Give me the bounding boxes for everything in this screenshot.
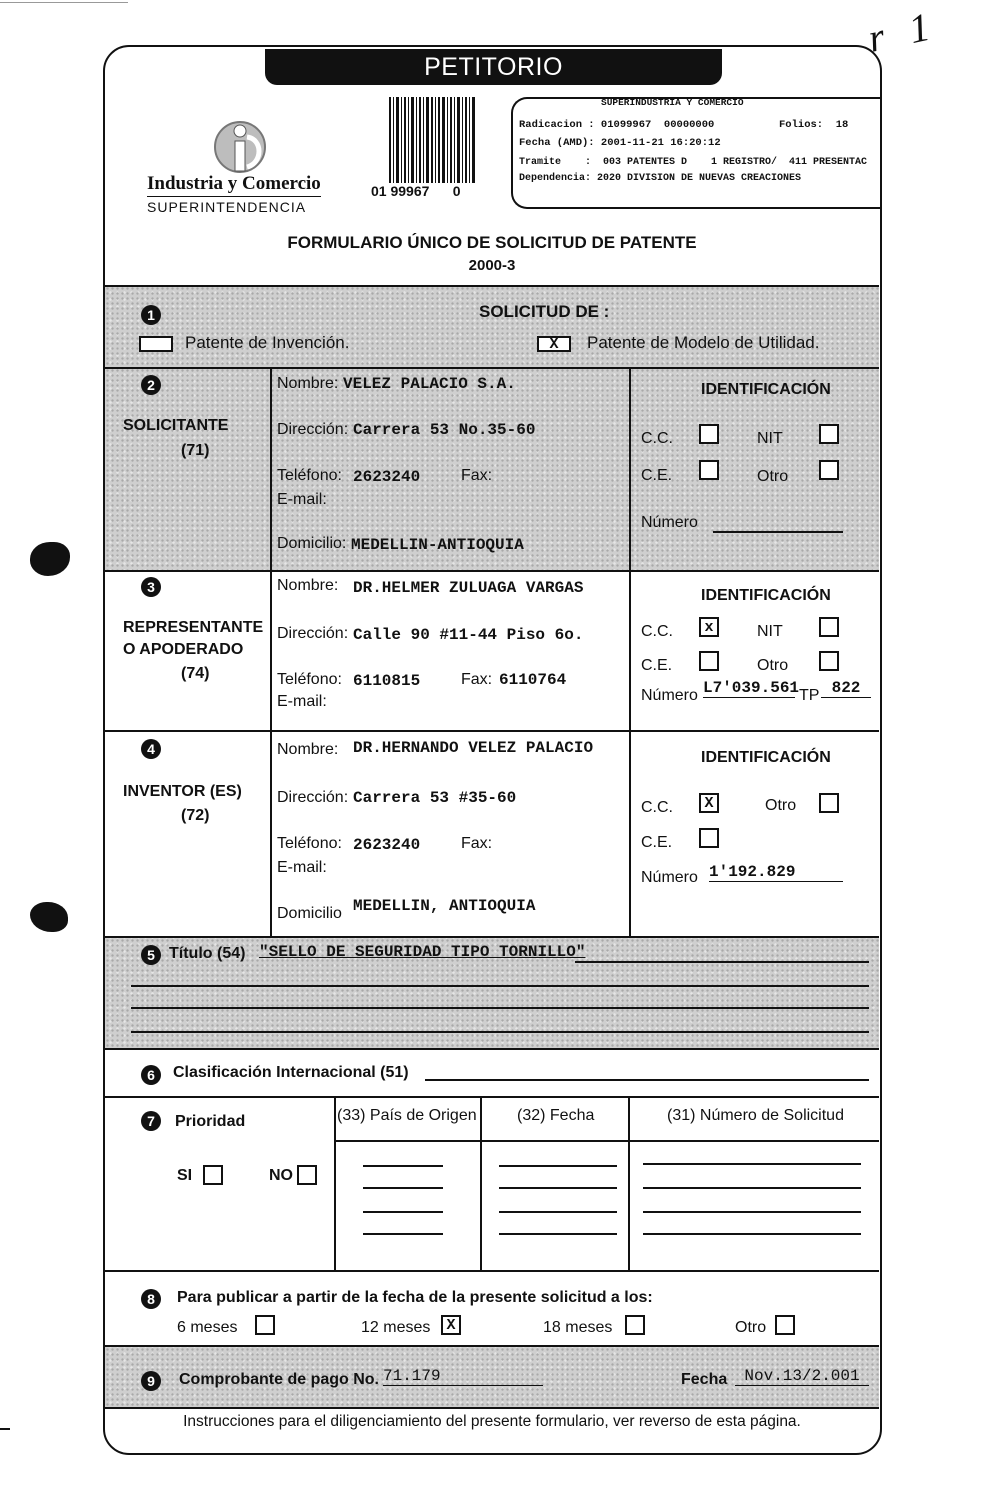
fecha-line[interactable] [499,1165,617,1167]
representante-code: (74) [181,665,210,682]
numero-line[interactable] [643,1187,861,1189]
numero-line[interactable] [643,1163,861,1165]
inventor-nombre[interactable]: DR.HERNANDO VELEZ PALACIO [353,739,594,757]
divider [105,1096,879,1098]
clasificacion-label: Clasificación Internacional (51) [173,1064,409,1081]
titulo-line[interactable] [131,1031,869,1033]
solicitante-code: (71) [181,442,210,459]
checkbox-cc[interactable]: X [699,793,719,813]
no-label: NO [269,1167,293,1184]
checkbox-otro[interactable] [819,460,839,480]
apoderado-title: O APODERADO [123,641,244,658]
checkbox-modelo-utilidad[interactable]: X [537,336,571,352]
telefono-label: Teléfono: [277,671,342,688]
ce-label: C.E. [641,467,673,484]
section-5-number: 5 [141,945,161,965]
solicitante-domicilio[interactable]: MEDELLIN-ANTIOQUIA [351,536,524,554]
email-label: E-mail: [277,859,327,876]
direccion-label: Dirección: [277,625,349,642]
divider [334,1140,879,1142]
numero-label: Número [641,514,698,531]
divider [334,1096,336,1270]
cc-label: C.C. [641,799,673,816]
petitorio-banner [265,49,722,85]
section-1-number: 1 [141,305,161,325]
tp-label: TP [799,687,820,704]
pago-fecha[interactable]: Nov.13/2.001 [735,1367,869,1386]
email-label: E-mail: [277,693,327,710]
nombre-label: Nombre: [277,375,339,392]
ce-label: C.E. [641,834,673,851]
label-modelo-utilidad: Patente de Modelo de Utilidad. [587,333,820,352]
comprobante-numero[interactable]: 71.179 [383,1367,543,1386]
form-code: 2000-3 [468,257,516,274]
divider [270,367,272,570]
inventor-direccion[interactable]: Carrera 53 #35-60 [353,789,517,807]
nombre-label: Nombre: [277,577,339,594]
numero-line[interactable] [643,1233,861,1235]
divider [629,570,631,731]
stamp-folios: Folios: 18 [779,119,849,131]
domicilio-label: Domicilio [277,905,342,922]
telefono-label: Teléfono: [277,835,342,852]
section-7-number: 7 [141,1111,161,1131]
barcode [389,97,475,183]
fax-label: Fax: [461,835,493,852]
titulo-value[interactable]: "SELLO DE SEGURIDAD TIPO TORNILLO" [259,943,586,961]
publicar-label: Para publicar a partir de la fecha de la presente solicitud a los: [177,1289,653,1306]
checkbox-otro[interactable] [819,651,839,671]
fecha-line[interactable] [499,1187,617,1189]
numero-blank[interactable] [713,531,843,533]
ce-label: C.E. [641,657,673,674]
inventor-telefono[interactable]: 2623240 [353,836,421,854]
apoderado-tp[interactable]: 822 [821,679,871,698]
apoderado-fax[interactable]: 6110764 [499,671,567,689]
divider [105,936,879,938]
checkbox-18-meses[interactable] [625,1315,645,1335]
prioridad-label: Prioridad [175,1113,246,1130]
scan-margin-line [0,2,128,3]
stamp-line-3: Tramite : 003 PATENTES D 1 REGISTRO/ 411 PRESENTAC [519,157,868,168]
pais-line[interactable] [363,1187,443,1189]
inventor-code: (72) [181,807,210,824]
form-frame [103,45,882,1455]
otro-label: Otro [765,797,797,814]
handwritten-mark: r 1 [864,2,942,61]
solicitante-direccion[interactable]: Carrera 53 No.35-60 [353,421,536,439]
divider [105,730,879,732]
id-title: IDENTIFICACIÓN [701,749,831,766]
punch-hole-mark [30,542,70,576]
checkbox-no[interactable] [297,1165,317,1185]
titulo-line [575,961,869,963]
numero-solicitud-header: (31) Número de Solicitud [667,1107,844,1124]
checkbox-ce[interactable] [699,828,719,848]
pais-line[interactable] [363,1233,443,1235]
fecha-line[interactable] [499,1211,617,1213]
direccion-label: Dirección: [277,421,349,438]
apoderado-nombre[interactable]: DR.HELMER ZULUAGA VARGAS [353,579,584,597]
sic-logo-icon [213,119,267,175]
solicitud-title: SOLICITUD DE : [479,302,610,321]
clasificacion-line[interactable] [425,1079,869,1081]
logo-name: Industria y Comercio [147,173,321,197]
inventor-title: INVENTOR (ES) [123,783,242,800]
section-4-number: 4 [141,739,161,759]
otro-label: Otro [757,657,789,674]
checkbox-12-meses[interactable]: X [441,1315,461,1335]
logo-subtitle: SUPERINTENDENCIA [147,199,307,215]
18-meses-label: 18 meses [543,1319,613,1336]
numero-line[interactable] [643,1211,861,1213]
pais-line[interactable] [363,1211,443,1213]
radicacion-stamp [511,97,882,209]
cc-label: C.C. [641,430,673,447]
section-8-number: 8 [141,1289,161,1309]
otro-label: Otro [757,468,789,485]
section-3-number: 3 [141,577,161,597]
nombre-label: Nombre: [277,741,339,758]
6-meses-label: 6 meses [177,1319,238,1336]
divider [105,285,879,287]
id-title: IDENTIFICACIÓN [701,381,831,398]
checkbox-otro[interactable] [775,1315,795,1335]
divider [270,570,272,731]
checkbox-nit[interactable] [819,424,839,444]
apoderado-numero[interactable]: L7'039.561 [703,679,800,697]
banner-title: PETITORIO [424,52,563,81]
fecha-label: Fecha [681,1371,728,1388]
checkbox-nit[interactable] [819,617,839,637]
section-solicitud [105,286,879,368]
divider [105,367,879,369]
stamp-line-0: SUPERINDUSTRIA Y COMERCIO [601,97,744,108]
solicitante-telefono[interactable]: 2623240 [353,468,421,486]
punch-hole-mark [30,902,68,932]
checkbox-cc[interactable]: x [699,617,719,637]
divider [105,1345,879,1347]
pais-line[interactable] [363,1165,443,1167]
checkbox-cc[interactable] [699,424,719,444]
checkbox-otro[interactable] [819,793,839,813]
representante-title: REPRESENTANTE [123,619,264,636]
checkbox-invencion[interactable] [139,336,173,352]
section-6-number: 6 [141,1065,161,1085]
numero-label: Número [641,687,698,704]
email-label: E-mail: [277,491,327,508]
divider [105,1407,879,1409]
form-title: FORMULARIO ÚNICO DE SOLICITUD DE PATENTE [287,233,697,252]
titulo-label: Título (54) [169,945,246,962]
divider [105,1048,879,1050]
12-meses-label: 12 meses [361,1319,431,1336]
checkbox-si[interactable] [203,1165,223,1185]
divider [629,730,631,937]
barcode-number: 01 99967 0 [371,183,461,199]
titulo-line[interactable] [131,1007,869,1009]
stamp-line-2: Fecha (AMD): 2001-11-21 16:20:12 [519,137,721,149]
apoderado-telefono[interactable]: 6110815 [353,672,421,690]
direccion-label: Dirección: [277,789,349,806]
cc-label: C.C. [641,623,673,640]
domicilio-label: Domicilio: [277,535,347,552]
titulo-line[interactable] [131,985,869,987]
fax-label: Fax: [461,467,493,484]
inventor-domicilio[interactable]: MEDELLIN, ANTIOQUIA [353,897,536,915]
si-label: SI [177,1167,193,1184]
stamp-line-1: Radicacion : 01099967 00000000 [519,119,715,131]
checkbox-6-meses[interactable] [255,1315,275,1335]
divider [629,367,631,570]
scan-margin-mark [0,1428,10,1430]
solicitante-nombre[interactable]: VELEZ PALACIO S.A. [343,375,516,393]
id-title: IDENTIFICACIÓN [701,587,831,604]
numero-label: Número [641,869,698,886]
fecha-header: (32) Fecha [517,1107,595,1124]
fecha-line[interactable] [499,1233,617,1235]
checkbox-ce[interactable] [699,651,719,671]
fax-label: Fax: [461,671,493,688]
divider [105,1270,879,1272]
inventor-numero[interactable]: 1'192.829 [709,863,843,882]
telefono-label: Teléfono: [277,467,342,484]
section-9-number: 9 [141,1371,161,1391]
instrucciones-text: Instrucciones para el diligenciamiento del presente formulario, ver reverso de esta página. [183,1413,801,1430]
solicitante-title: SOLICITANTE [123,417,229,434]
divider [480,1096,482,1270]
divider [105,570,879,572]
divider [270,730,272,937]
stamp-line-4: Dependencia: 2020 DIVISION DE NUEVAS CREACIONES [519,173,802,184]
otro-label: Otro [735,1319,767,1336]
nit-label: NIT [757,430,783,447]
label-invencion: Patente de Invención. [185,333,350,352]
apoderado-direccion[interactable]: Calle 90 #11-44 Piso 6o. [353,626,584,644]
comprobante-label: Comprobante de pago No. [179,1371,379,1388]
checkbox-ce[interactable] [699,460,719,480]
nit-label: NIT [757,623,783,640]
divider [628,1096,630,1270]
pais-origen-header: (33) País de Origen [337,1107,477,1124]
section-2-number: 2 [141,375,161,395]
